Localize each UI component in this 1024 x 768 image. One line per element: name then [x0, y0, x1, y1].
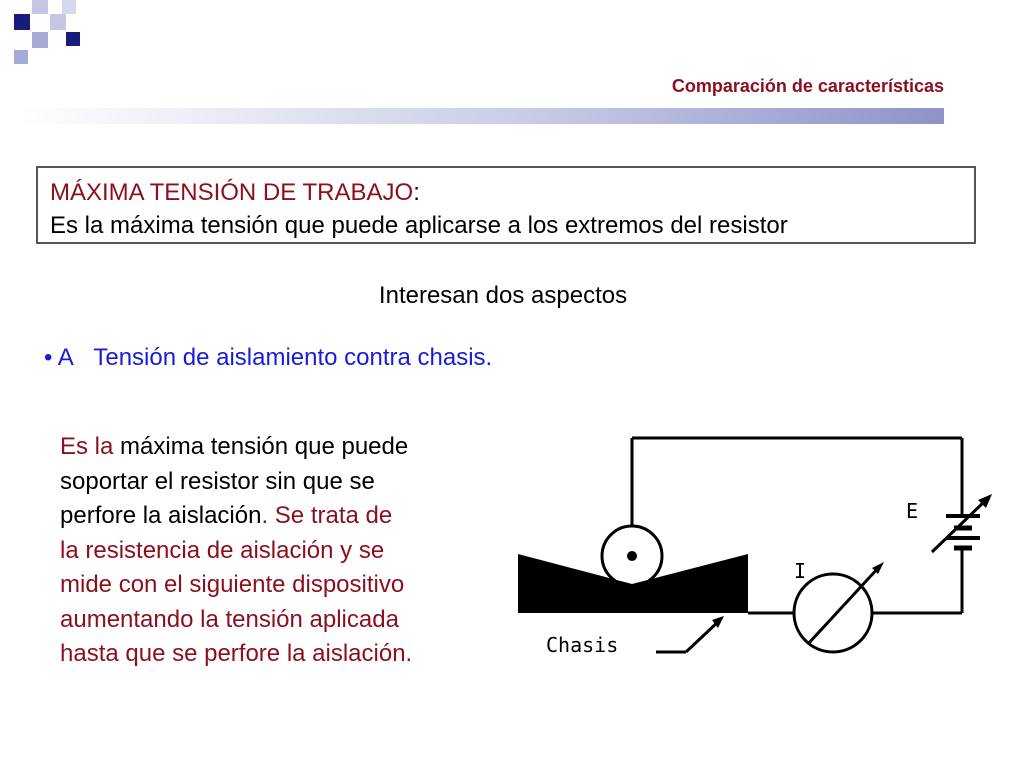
definition-box — [36, 166, 976, 244]
definition-heading: MÁXIMA TENSIÓN DE TRABAJO — [50, 179, 414, 206]
desc-text: la resistencia de aislación y se — [60, 536, 385, 564]
decor-square — [62, 0, 76, 14]
chassis-label: Chasis — [546, 633, 619, 657]
chassis-pointer — [686, 620, 720, 652]
desc-text: hasta que se perfore la aislación. — [60, 640, 413, 667]
header-gradient-bar — [20, 108, 944, 124]
bullet-item-a — [44, 344, 492, 372]
desc-text: máxima tensión que puede — [120, 433, 409, 460]
desc-text: soportar el resistor sin que se — [60, 467, 375, 495]
aspects-subtitle: Interesan dos aspectos — [378, 282, 628, 309]
definition-heading-line — [50, 176, 962, 209]
desc-text: Es la — [60, 433, 121, 460]
definition-colon: : — [413, 179, 420, 206]
desc-text: . Se trata de — [261, 502, 393, 529]
bullet-text: Tensión de aislamiento contra chasis. — [93, 344, 493, 371]
desc-text: mide con el siguiente dispositivo — [60, 571, 405, 598]
bullet-marker: • — [44, 344, 53, 371]
decor-square — [32, 0, 48, 14]
insulation-test-diagram — [510, 430, 1000, 670]
desc-text: perfore la aislación — [60, 502, 262, 529]
definition-text: Es la máxima tensión que puede aplicarse a los extremos del resistor — [50, 212, 788, 239]
decor-square — [66, 32, 80, 46]
decor-square — [14, 50, 28, 64]
desc-text: aumentando la tensión aplicada — [60, 605, 399, 633]
bullet-letter: A — [57, 344, 74, 371]
electrode-dot — [627, 551, 637, 561]
description-paragraph — [60, 430, 490, 672]
decor-square — [14, 14, 30, 30]
meter-label: I — [794, 559, 807, 583]
source-label: E — [906, 499, 919, 523]
decor-square — [32, 32, 48, 48]
slide-title: Comparación de características — [671, 76, 944, 96]
variable-source-icon — [932, 494, 992, 555]
decor-square — [50, 14, 66, 30]
